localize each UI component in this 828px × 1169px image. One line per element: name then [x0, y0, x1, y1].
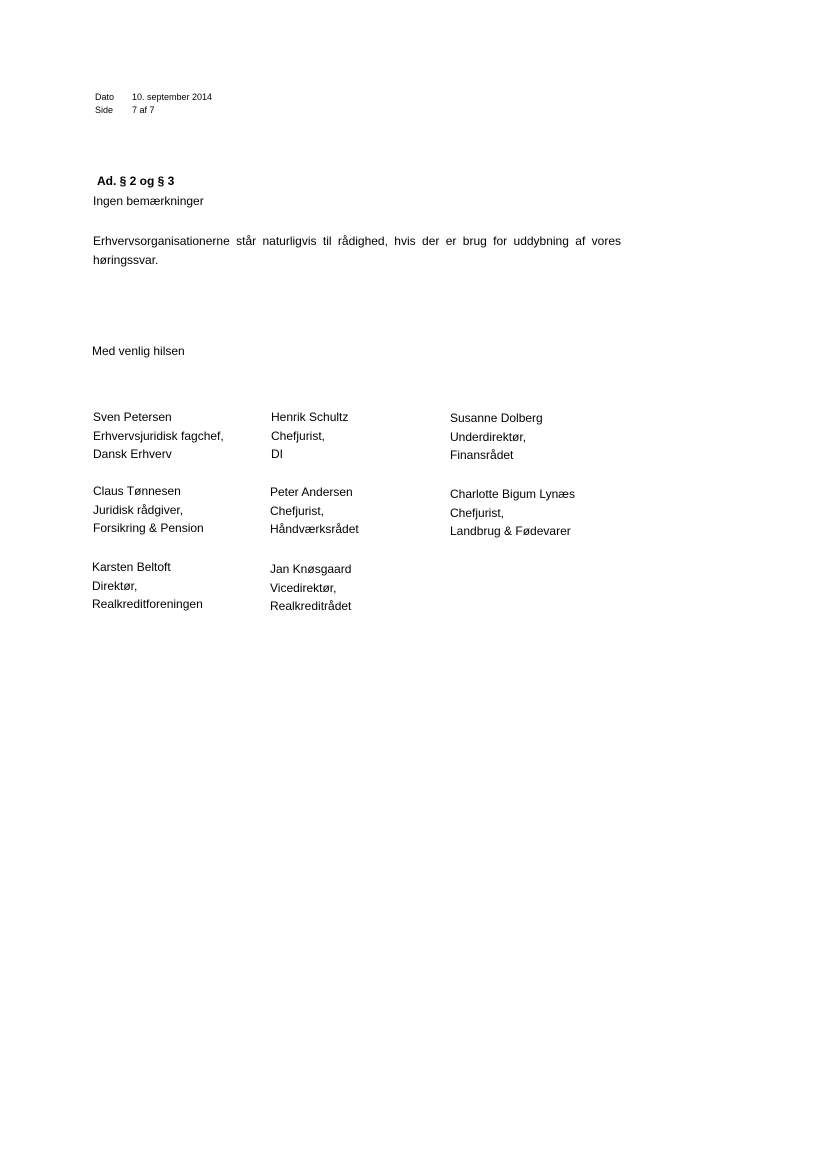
signature-block	[93, 482, 204, 538]
page-value: 7 af 7	[132, 104, 155, 115]
signatory-title: Chefjurist,	[271, 428, 326, 443]
signatory-name: Karsten Beltoft	[92, 560, 171, 574]
signatory-title: Chefjurist,	[270, 503, 325, 518]
signatory-org: Håndværksrådet	[270, 522, 359, 536]
paragraph-line-2: høringssvar.	[93, 253, 159, 267]
section-remark: Ingen bemærkninger	[93, 194, 204, 208]
closing-greeting: Med venlig hilsen	[92, 344, 185, 358]
signatory-org: Realkreditforeningen	[92, 597, 203, 611]
signature-block	[450, 485, 575, 541]
signatory-title: Underdirektør,	[450, 429, 527, 444]
signatory-title: Chefjurist,	[450, 505, 505, 520]
section-heading: Ad. § 2 og § 3	[97, 174, 175, 188]
signature-block	[270, 483, 359, 539]
signature-block	[270, 560, 351, 616]
signatory-name: Jan Knøsgaard	[270, 562, 352, 576]
signatory-name: Charlotte Bigum Lynæs	[450, 487, 575, 501]
signatory-name: Claus Tønnesen	[93, 484, 181, 498]
signatory-name: Susanne Dolberg	[450, 411, 543, 425]
signature-block	[92, 558, 203, 614]
signatory-name: Peter Andersen	[270, 485, 353, 499]
signatory-org: Dansk Erhverv	[93, 447, 172, 461]
signature-block	[271, 408, 348, 464]
signatory-name: Sven Petersen	[93, 410, 172, 424]
signatory-title: Direktør,	[92, 578, 138, 593]
date-label: Dato	[95, 92, 115, 102]
body-paragraph	[93, 232, 621, 270]
signature-block	[450, 409, 543, 465]
signature-block	[93, 408, 224, 464]
date-row	[95, 91, 212, 104]
signatory-org: Finansrådet	[450, 448, 514, 462]
date-value: 10. september 2014	[132, 92, 213, 102]
signatory-title: Juridisk rådgiver,	[93, 502, 184, 517]
signatory-org: Forsikring & Pension	[93, 521, 204, 535]
page-label: Side	[95, 104, 114, 115]
signatory-org: DI	[271, 447, 283, 461]
page-row	[95, 104, 212, 117]
signatory-title: Erhvervsjuridisk fagchef,	[93, 428, 224, 443]
document-meta	[95, 91, 212, 116]
signatory-org: Landbrug & Fødevarer	[450, 524, 571, 538]
signatory-title: Vicedirektør,	[270, 580, 337, 595]
paragraph-line-1: Erhvervsorganisationerne står naturligvis til rådighed, hvis der er brug for uddybning af vores	[93, 234, 621, 248]
signatory-name: Henrik Schultz	[271, 410, 349, 424]
signatory-org: Realkreditrådet	[270, 599, 352, 613]
